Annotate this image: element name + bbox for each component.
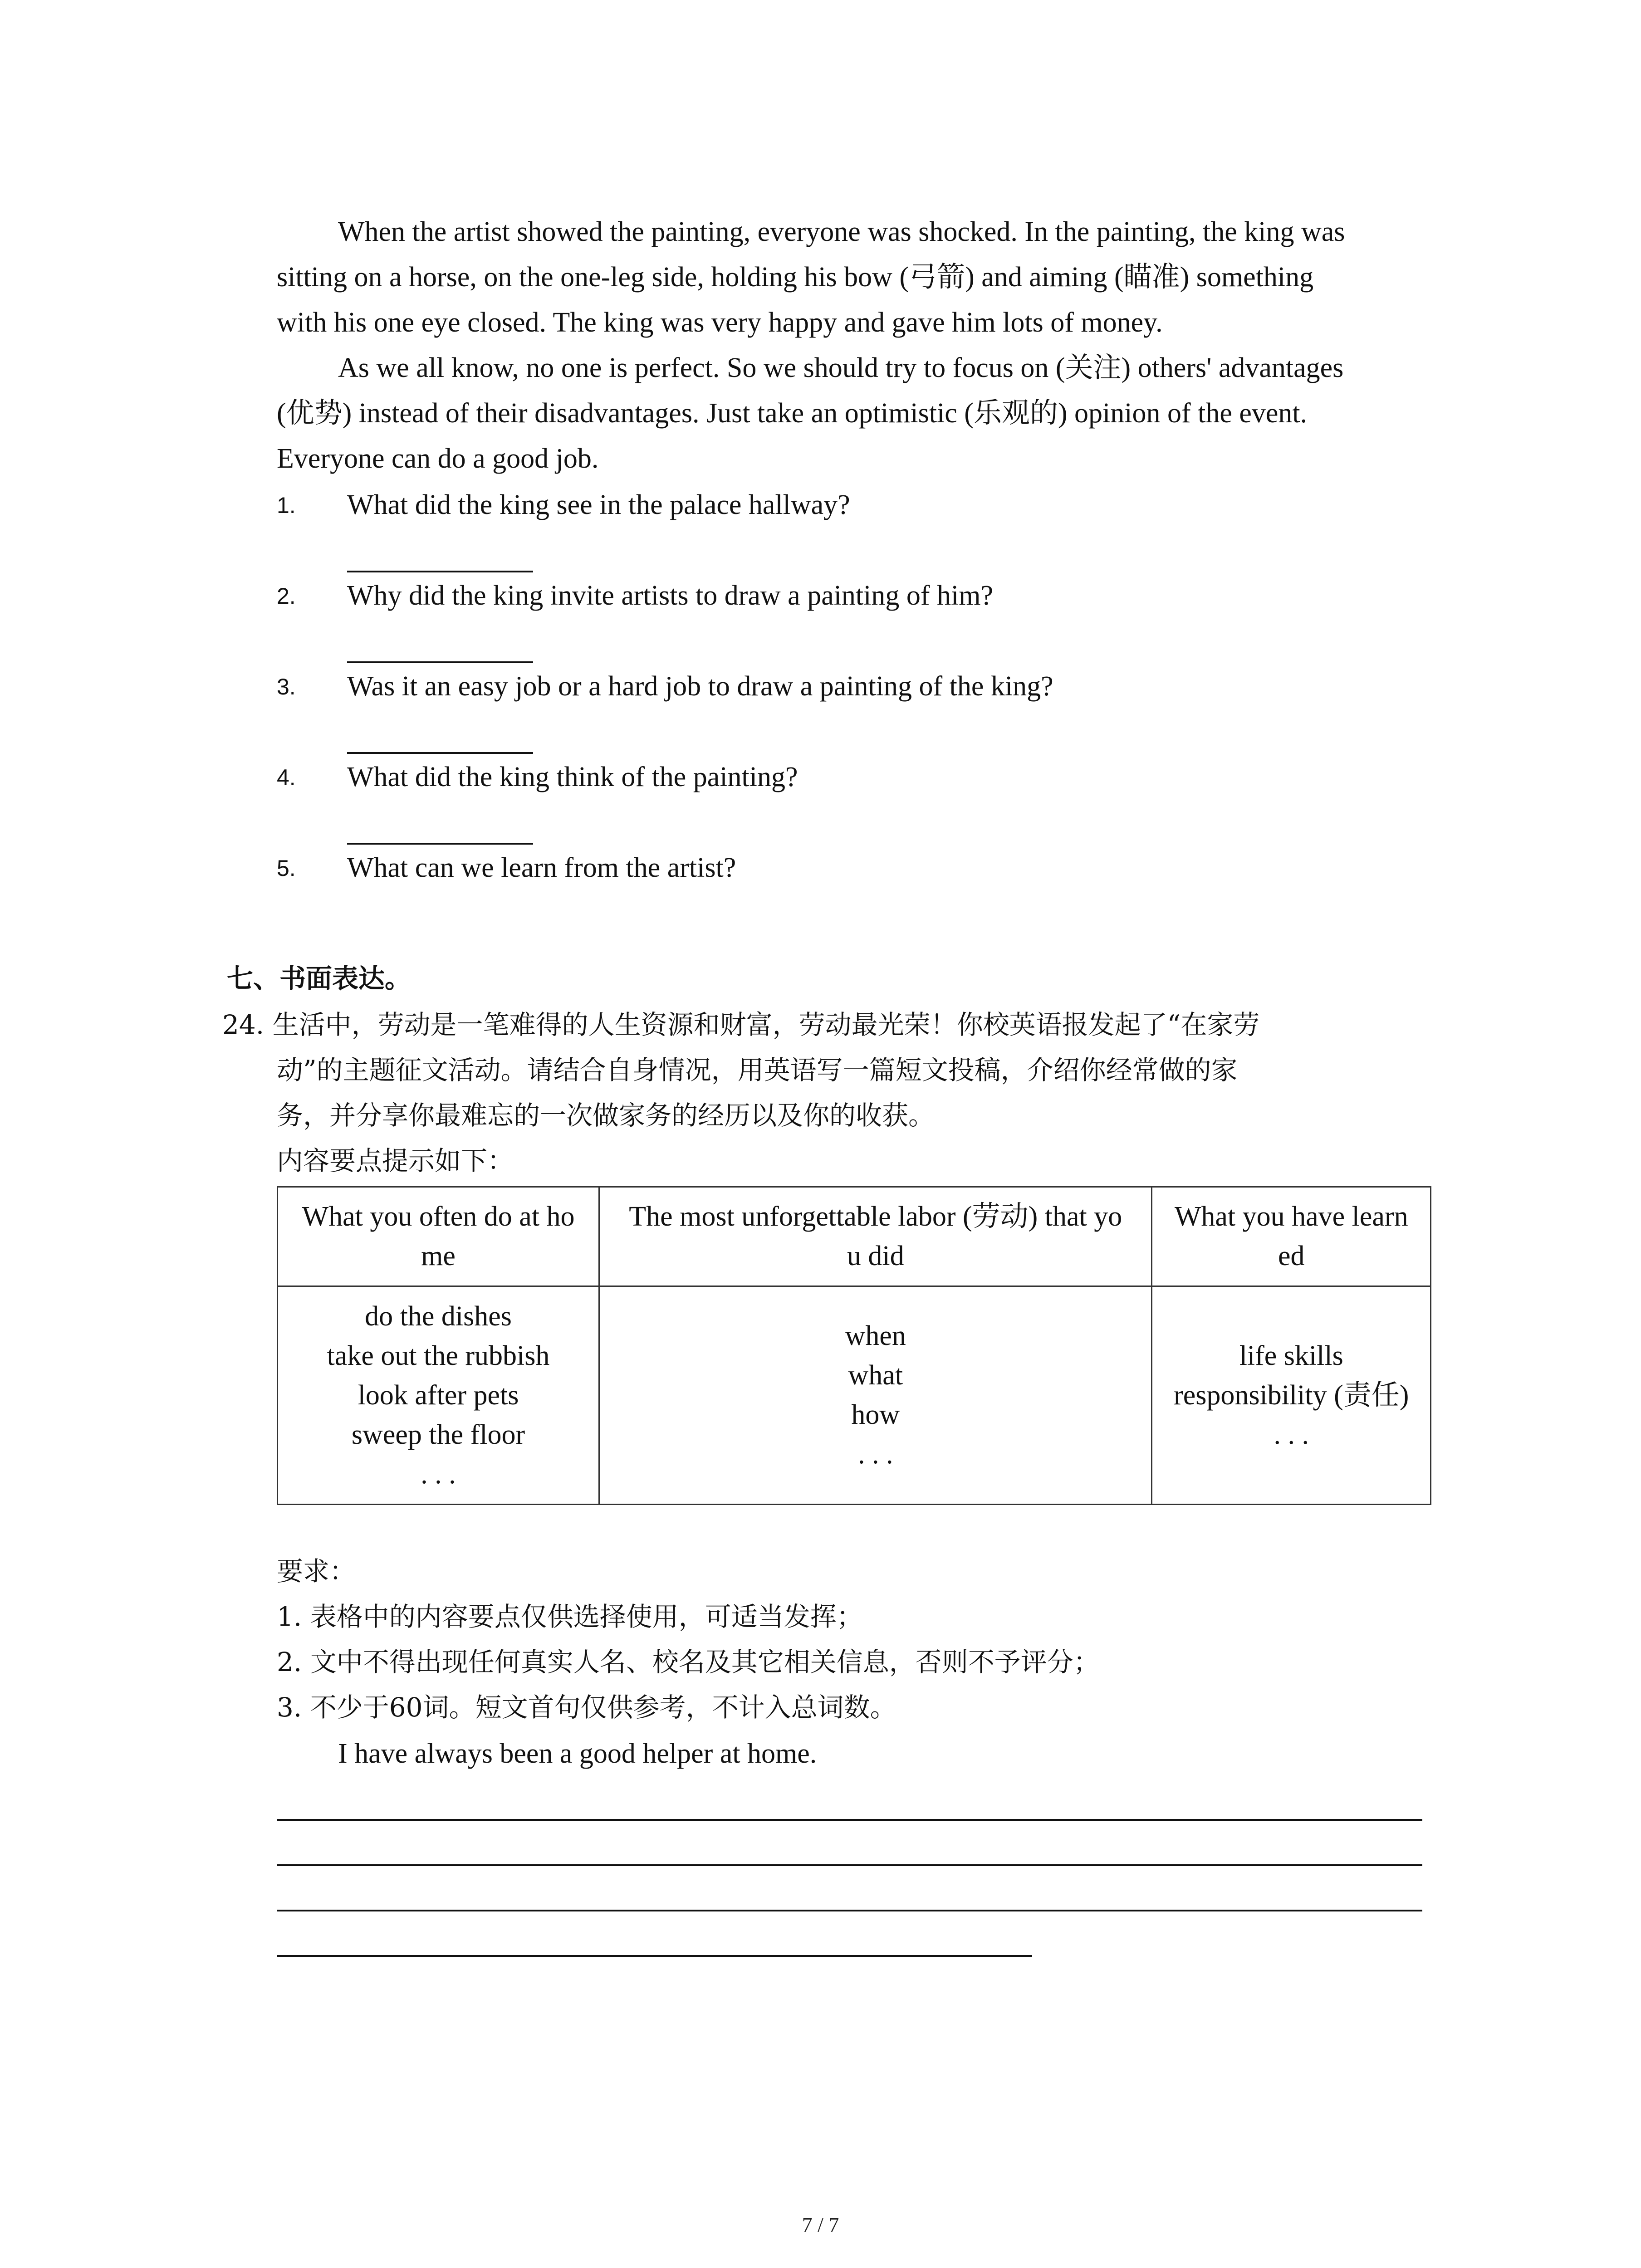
question-number: 3. bbox=[277, 674, 296, 699]
table-cell bbox=[278, 1286, 599, 1505]
passage-text: Everyone can do a good job. bbox=[277, 443, 599, 474]
question-text: What did the king think of the painting? bbox=[347, 762, 798, 792]
answer-blank[interactable] bbox=[347, 661, 533, 663]
cell-item: sweep the floor bbox=[351, 1419, 525, 1450]
header-text: me bbox=[421, 1241, 456, 1271]
hint-label: 内容要点提示如下： bbox=[277, 1145, 514, 1176]
cell-item: take out the rubbish bbox=[327, 1340, 550, 1371]
cell-item: how bbox=[851, 1399, 900, 1430]
table-header-cell bbox=[1152, 1187, 1431, 1286]
writing-prompt: 动”的主题征文活动。请结合自身情况，用英语写一篇短文投稿，介绍你经常做的家 bbox=[277, 1055, 1238, 1085]
cell-item: look after pets bbox=[358, 1379, 519, 1411]
table-cell bbox=[599, 1286, 1152, 1505]
table-row bbox=[278, 1286, 1431, 1505]
writing-line[interactable] bbox=[277, 1819, 1422, 1821]
passage-text: When the artist showed the painting, everyone was shocked. In the painting, the king was bbox=[338, 216, 1345, 247]
cell-item: do the dishes bbox=[365, 1300, 512, 1332]
question-text: Was it an easy job or a hard job to draw a painting of the king? bbox=[347, 671, 1053, 702]
cell-item: responsibility (责任) bbox=[1174, 1379, 1409, 1411]
question-text: What did the king see in the palace hallway? bbox=[347, 489, 850, 520]
cell-item: . . . bbox=[858, 1439, 893, 1470]
table-header-cell bbox=[278, 1187, 599, 1286]
writing-line[interactable] bbox=[277, 1910, 1422, 1911]
table-cell bbox=[1152, 1286, 1431, 1505]
cell-item: when bbox=[845, 1320, 906, 1351]
hints-table bbox=[277, 1186, 1431, 1505]
question-text: What can we learn from the artist? bbox=[347, 852, 736, 883]
header-text: ed bbox=[1278, 1241, 1305, 1271]
header-text: What you have learn bbox=[1174, 1201, 1408, 1232]
header-text: u did bbox=[847, 1241, 904, 1271]
writing-prompt: 务，并分享你最难忘的一次做家务的经历以及你的收获。 bbox=[277, 1100, 935, 1131]
requirement-item: 2. 文中不得出现任何真实人名、校名及其它相关信息，否则不予评分； bbox=[277, 1647, 1100, 1677]
writing-line[interactable] bbox=[277, 1864, 1422, 1866]
passage-text: sitting on a horse, on the one-leg side, holding his bow (弓箭) and aiming (瞄准) something bbox=[277, 262, 1314, 293]
passage-text: As we all know, no one is perfect. So we should try to focus on (关注) others' advantages bbox=[338, 352, 1344, 383]
question-number: 4. bbox=[277, 765, 296, 790]
section-title: 七、书面表达。 bbox=[227, 963, 411, 994]
cell-item: . . . bbox=[1274, 1419, 1309, 1450]
header-text: The most unforgettable labor (劳动) that yo bbox=[629, 1201, 1122, 1232]
cell-item: what bbox=[848, 1360, 903, 1391]
writing-line[interactable] bbox=[277, 1955, 1032, 1957]
question-text: Why did the king invite artists to draw a painting of him? bbox=[347, 580, 994, 611]
header-text: What you often do at ho bbox=[302, 1201, 575, 1232]
passage-text: (优势) instead of their disadvantages. Just take an optimistic (乐观的) opinion of the event. bbox=[277, 398, 1308, 429]
question-number: 1. bbox=[277, 493, 296, 518]
table-header-cell bbox=[599, 1187, 1152, 1286]
requirement-item: 3. 不少于60词。短文首句仅供参考，不计入总词数。 bbox=[277, 1692, 896, 1723]
passage-text: with his one eye closed. The king was very happy and gave him lots of money. bbox=[277, 307, 1163, 338]
cell-item: life skills bbox=[1239, 1340, 1343, 1371]
writing-prompt: 24. 生活中，劳动是一笔难得的人生资源和财富，劳动最光荣！你校英语报发起了“在家劳 bbox=[222, 1009, 1260, 1040]
question-number: 5. bbox=[277, 855, 296, 881]
opening-sentence: I have always been a good helper at home. bbox=[338, 1738, 817, 1769]
requirement-item: 1. 表格中的内容要点仅供选择使用，可适当发挥； bbox=[277, 1601, 863, 1632]
question-number: 2. bbox=[277, 583, 296, 609]
table-header-row bbox=[278, 1187, 1431, 1286]
requirements-label: 要求： bbox=[277, 1556, 356, 1587]
answer-blank[interactable] bbox=[347, 752, 533, 754]
page-number: 7 / 7 bbox=[802, 2213, 839, 2236]
answer-blank[interactable] bbox=[347, 843, 533, 845]
cell-item: . . . bbox=[421, 1458, 456, 1490]
answer-blank[interactable] bbox=[347, 571, 533, 572]
